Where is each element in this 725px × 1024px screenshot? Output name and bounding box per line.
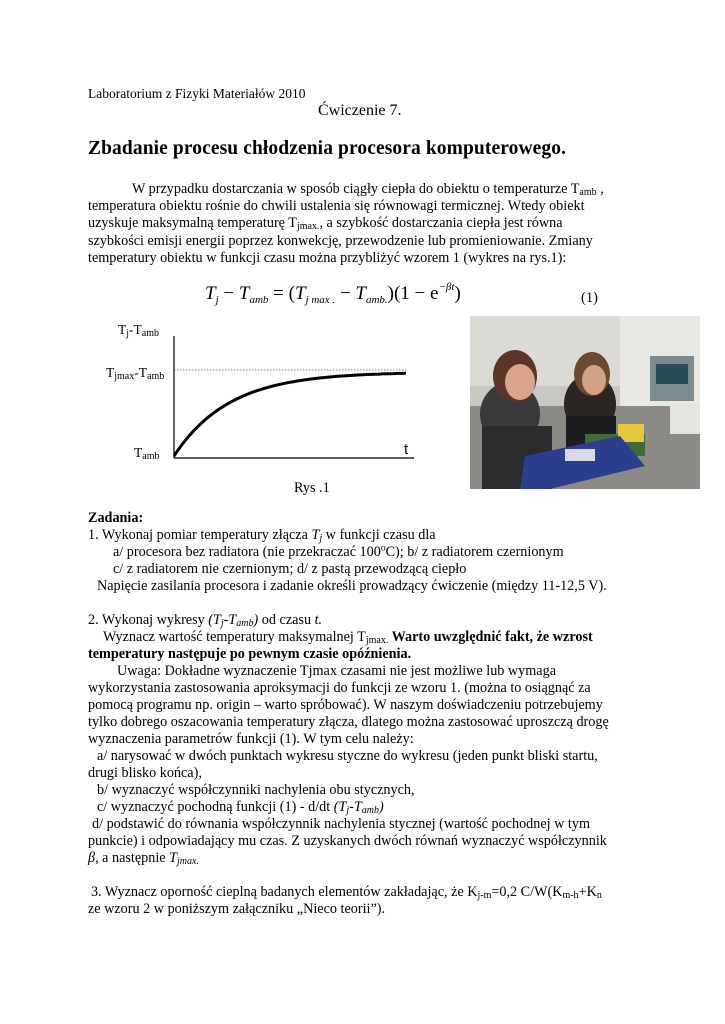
cooling-curve-chart [168, 336, 418, 462]
task-2: 2. Wykonaj wykresy $(T_j-T_{amb})$ od czasu t. [88, 612, 323, 629]
tasks-heading: Zadania: [88, 510, 144, 526]
task-2-line: drugi blisko końca), [88, 765, 202, 781]
task-2-line: tylko dobrego oszacowania temperatury złącza, dlatego można zastosować uproszczą drogę [88, 714, 609, 730]
task-2-line: b/ wyznaczyć współczynniki nachylenia obu stycznych, [97, 782, 415, 798]
intro-line: szybkości emisji energii poprzez konwekcję, przewodzenie lub promieniowanie. Zmiany [88, 232, 593, 249]
photo-students-lab [470, 316, 700, 489]
chart-xlabel: t [404, 441, 409, 458]
figure-caption: Rys .1 [294, 480, 330, 496]
intro-line: W przypadku dostarczania w sposób ciągły ciepła do obiektu o temperaturze $T_{amb}$ , [132, 181, 604, 198]
formula-1: $T_j - T_{amb} = (T_{j max .} - T_{amb.})(1 - e^{-\beta t})$ [205, 281, 461, 306]
task-2-line: temperatury następuje po pewnym czasie opóźnienia. [88, 646, 412, 662]
intro-line: temperatury obiektu w funkcji czasu można przybliżyć wzorem 1 (wykres na rys.1): [88, 249, 567, 266]
task-3-line: ze wzoru 2 w poniższym załączniku „Nieco teorii”). [88, 901, 386, 917]
task-2-line: wykorzystania zastosowania aproksymacji do funkcji ze wzoru 1. (można to osiągnąć za [88, 680, 591, 696]
chart-ylabel-top: $T_j-T_{amb}$ [118, 322, 159, 339]
task-2-line: c/ wyznaczyć pochodną funkcji (1) - d/dt $(T_j-T_{amb})$ [97, 799, 384, 816]
task-1: 1. Wykonaj pomiar temperatury złącza $T_j$ w funkcji czasu dla [88, 527, 436, 544]
lab-header: Laboratorium z Fizyki Materiałów 2010 [88, 86, 306, 101]
task-2-line: β, a następnie $T_{jmax.}$ [88, 850, 199, 867]
intro-line: temperatura obiektu rośnie do chwili ustalenia się równowagi termicznej. Wtedy obiekt [88, 198, 585, 215]
task-2-line: Uwaga: Dokładne wyznaczenie Tjmax czasami nie jest możliwe lub wymaga [117, 663, 556, 679]
intro-line: uzyskuje maksymalną temperaturę $T_{jmax.}$, a szybkość dostarczania ciepła jest równa [88, 215, 563, 233]
chart-ylabel-tjmax: $T_{jmax}-T_{amb}$ [106, 365, 165, 382]
intro-paragraph [88, 181, 648, 267]
task-2-line: pomocą programu np. origin – warto spróbować). W naszym doświadczeniu potrzebujemy [88, 697, 603, 713]
task-1-line: c/ z radiatorem nie czernionym; d/ z pastą przewodzącą ciepło [113, 561, 467, 577]
temperature-curve [174, 373, 409, 458]
task-2-line: d/ podstawić do równania współczynnik nachylenia stycznej (wartość pochodnej w tym [92, 816, 591, 832]
task-2-line: punkcie) i odpowiadający mu czas. Z uzyskanych dwóch równań wyznaczyć współczynnik [88, 833, 607, 849]
chart-ylabel-tamb: $T_{amb}$ [134, 445, 160, 462]
task-2-line: a/ narysować w dwóch punktach wykresu styczne do wykresu (jeden punkt bliski startu, [97, 748, 598, 764]
task-2-line: Wyznacz wartość temperatury maksymalnej $T_{jmax.}$ Warto uwzględnić fakt, że wzrost [103, 629, 593, 646]
task-1-line: a/ procesora bez radiatora (nie przekraczać 100$^o$C); b/ z radiatorem czernionym [113, 543, 564, 560]
page-title: Zbadanie procesu chłodzenia procesora komputerowego. [88, 138, 567, 159]
task-2-line: wyznaczenia parametrów funkcji (1). W tym celu należy: [88, 731, 414, 747]
equation-number: (1) [581, 290, 598, 306]
exercise-number: Ćwiczenie 7. [318, 102, 402, 119]
task-1-line: Napięcie zasilania procesora i zadanie określi prowadzący ćwiczenie (między 11-12,5 V). [97, 578, 607, 594]
task-3: 3. Wyznacz oporność cieplną badanych elementów zakładając, że $K_{j-m}=0,2$ $C/W(K_{m-h}+K_n$ [91, 884, 602, 901]
